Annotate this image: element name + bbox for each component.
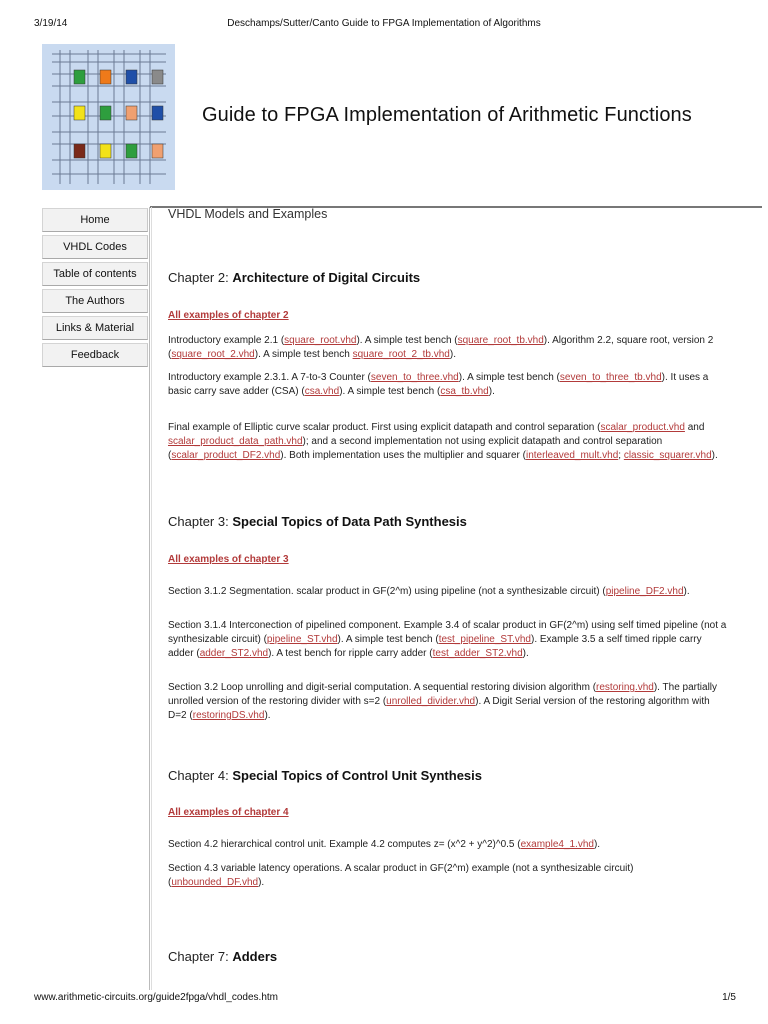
paragraph-text: ).	[522, 648, 529, 659]
chapter-title: Special Topics of Data Path Synthesis	[232, 514, 467, 529]
paragraph-text: ). The partially unrolled version of the restoring divider with s=2 (	[168, 682, 718, 707]
vhdl-file-link[interactable]: example4_1.vhd	[520, 839, 594, 850]
vhdl-file-link[interactable]: square_root_tb.vhd	[457, 335, 544, 346]
paragraph	[168, 334, 728, 362]
chapter-section	[168, 515, 728, 529]
vhdl-file-link[interactable]: pipeline_DF2.vhd	[605, 586, 684, 597]
all-examples-link[interactable]: All examples of chapter 3	[168, 554, 289, 565]
sidebar-divider-shadow	[151, 207, 152, 990]
vhdl-file-link[interactable]: scalar_product_data_path.vhd	[168, 436, 303, 447]
logo-block	[74, 106, 85, 120]
paragraph	[168, 862, 728, 890]
all-examples-link[interactable]: All examples of chapter 2	[168, 310, 289, 321]
chapter-section	[168, 271, 728, 285]
print-title: Deschamps/Sutter/Canto Guide to FPGA Implementation of Algorithms	[227, 18, 541, 29]
paragraph-text: Introductory example 2.1 (	[168, 335, 285, 346]
paragraph-text: Section 3.2 Loop unrolling and digit-serial computation. A sequential restoring division algorithm (	[168, 682, 597, 693]
vhdl-file-link[interactable]: scalar_product.vhd	[600, 422, 685, 433]
paragraph-text: ).	[683, 586, 690, 597]
paragraph-text: ).	[258, 877, 265, 888]
vhdl-file-link[interactable]: csa.vhd	[304, 386, 340, 397]
paragraph-text: ). A simple test bench	[254, 349, 353, 360]
vhdl-file-link[interactable]: square_root_2_tb.vhd	[352, 349, 450, 360]
paragraph-text: ).	[711, 450, 718, 461]
paragraph	[168, 585, 728, 599]
logo-block	[126, 70, 137, 84]
paragraph-text: ). Both implementation uses the multiplier and squarer (	[280, 450, 526, 461]
chapter-title: Special Topics of Control Unit Synthesis	[232, 768, 483, 783]
paragraph-text: ). A simple test bench (	[339, 386, 441, 397]
vhdl-file-link[interactable]: restoringDS.vhd	[192, 710, 265, 721]
paragraph-text: ).	[449, 349, 456, 360]
paragraph-text: Section 3.1.4 Interconection of pipelined component. Example 3.4 of scalar product in GF(2^m) using self timed pipeline (not a synthesizable circuit) (	[168, 620, 727, 645]
vhdl-file-link[interactable]: test_pipeline_ST.vhd	[438, 634, 531, 645]
logo-block	[74, 70, 85, 84]
nav-item-table-of-contents[interactable]: Table of contents	[42, 262, 148, 286]
vhdl-file-link[interactable]: square_root_2.vhd	[171, 349, 255, 360]
chapter-heading	[168, 271, 728, 285]
paragraph-text: Section 4.3 variable latency operations. A scalar product in GF(2^m) example (not a synthesizable circuit) (	[168, 863, 634, 888]
paragraph-text: Final example of Elliptic curve scalar product. First using explicit datapath and control separation (	[168, 422, 601, 433]
chapter-section	[168, 769, 728, 783]
vhdl-file-link[interactable]: square_root.vhd	[284, 335, 357, 346]
print-page-number: 1/5	[722, 992, 736, 1003]
fpga-grid-logo-icon	[42, 44, 175, 190]
vhdl-file-link[interactable]: restoring.vhd	[596, 682, 654, 693]
chapter-title: Architecture of Digital Circuits	[232, 270, 421, 285]
paragraph	[168, 371, 728, 399]
nav-item-the-authors[interactable]: The Authors	[42, 289, 148, 313]
paragraph-text: ).	[593, 839, 601, 850]
vhdl-file-link[interactable]: interleaved_mult.vhd	[525, 450, 619, 461]
paragraph-text: ). A Digit Serial version of the restoring algorithm with D=2 (	[168, 696, 710, 721]
chapter-heading	[168, 515, 728, 529]
paragraph-text: ).	[488, 386, 495, 397]
chapter-label: Chapter 4:	[168, 768, 229, 783]
paragraph-text: and	[684, 422, 705, 433]
paragraph-text: Section 4.2 hierarchical control unit. Example 4.2 computes z= (x^2 + y^2)^0.5 (	[168, 839, 521, 850]
site-title: Guide to FPGA Implementation of Arithmetic Functions	[202, 104, 692, 126]
logo-block	[100, 144, 111, 158]
paragraph-text: ). It uses a basic carry save adder (CSA) (	[168, 372, 709, 397]
vhdl-file-link[interactable]: test_adder_ST2.vhd	[432, 648, 523, 659]
vhdl-file-link[interactable]: pipeline_ST.vhd	[266, 634, 338, 645]
paragraph-text: ). Example 3.5 a self timed ripple carry adder (	[168, 634, 702, 659]
paragraph	[168, 619, 728, 661]
print-date: 3/19/14	[34, 18, 68, 29]
paragraph	[168, 838, 728, 852]
nav-item-feedback[interactable]: Feedback	[42, 343, 148, 367]
paragraph-text: ). A simple test bench (	[337, 634, 439, 645]
paragraph-text: ). A simple test bench (	[458, 372, 560, 383]
paragraph-text: ). Algorithm 2.2, square root, version 2 (	[168, 335, 714, 360]
site-logo[interactable]	[42, 44, 175, 190]
paragraph	[168, 421, 728, 463]
paragraph	[168, 681, 728, 723]
vhdl-file-link[interactable]: scalar_product_DF2.vhd	[171, 450, 281, 461]
vhdl-file-link[interactable]: classic_squarer.vhd	[623, 450, 712, 461]
sidebar-nav	[42, 208, 148, 370]
logo-block	[152, 70, 163, 84]
logo-block	[152, 144, 163, 158]
chapter-section	[168, 950, 728, 964]
vhdl-file-link[interactable]: csa_tb.vhd	[440, 386, 489, 397]
vhdl-file-link[interactable]: unbounded_DF.vhd	[171, 877, 259, 888]
nav-item-home[interactable]: Home	[42, 208, 148, 232]
logo-block	[100, 106, 111, 120]
page-heading: VHDL Models and Examples	[168, 207, 328, 221]
logo-block	[74, 144, 85, 158]
paragraph-text: ). A test bench for ripple carry adder (	[268, 648, 433, 659]
logo-block	[126, 106, 137, 120]
paragraph-text: Section 3.1.2 Segmentation. scalar product in GF(2^m) using pipeline (not a synthesizable circuit) (	[168, 586, 606, 597]
chapter-label: Chapter 2:	[168, 270, 229, 285]
paragraph-text: ;	[618, 450, 624, 461]
vhdl-file-link[interactable]: seven_to_three_tb.vhd	[559, 372, 662, 383]
sidebar-divider	[149, 207, 150, 990]
logo-block	[152, 106, 163, 120]
nav-item-links-material[interactable]: Links & Material	[42, 316, 148, 340]
chapter-heading	[168, 950, 728, 964]
paragraph-text: ).	[264, 710, 271, 721]
vhdl-file-link[interactable]: seven_to_three.vhd	[370, 372, 459, 383]
paragraph-text: Introductory example 2.3.1. A 7-to-3 Counter (	[168, 372, 371, 383]
chapter-title: Adders	[232, 949, 278, 964]
vhdl-file-link[interactable]: unrolled_divider.vhd	[386, 696, 476, 707]
nav-item-vhdl-codes[interactable]: VHDL Codes	[42, 235, 148, 259]
chapter-label: Chapter 3:	[168, 514, 229, 529]
all-examples-link[interactable]: All examples of chapter 4	[168, 807, 289, 818]
vhdl-file-link[interactable]: adder_ST2.vhd	[199, 648, 269, 659]
chapter-heading	[168, 769, 728, 783]
chapter-label: Chapter 7:	[168, 949, 229, 964]
paragraph-text: ); and a second implementation not using explicit datapath and control separation (	[168, 436, 663, 461]
logo-block	[100, 70, 111, 84]
logo-block	[126, 144, 137, 158]
paragraph-text: ). A simple test bench (	[356, 335, 458, 346]
print-url: www.arithmetic-circuits.org/guide2fpga/vhdl_codes.htm	[34, 992, 278, 1003]
